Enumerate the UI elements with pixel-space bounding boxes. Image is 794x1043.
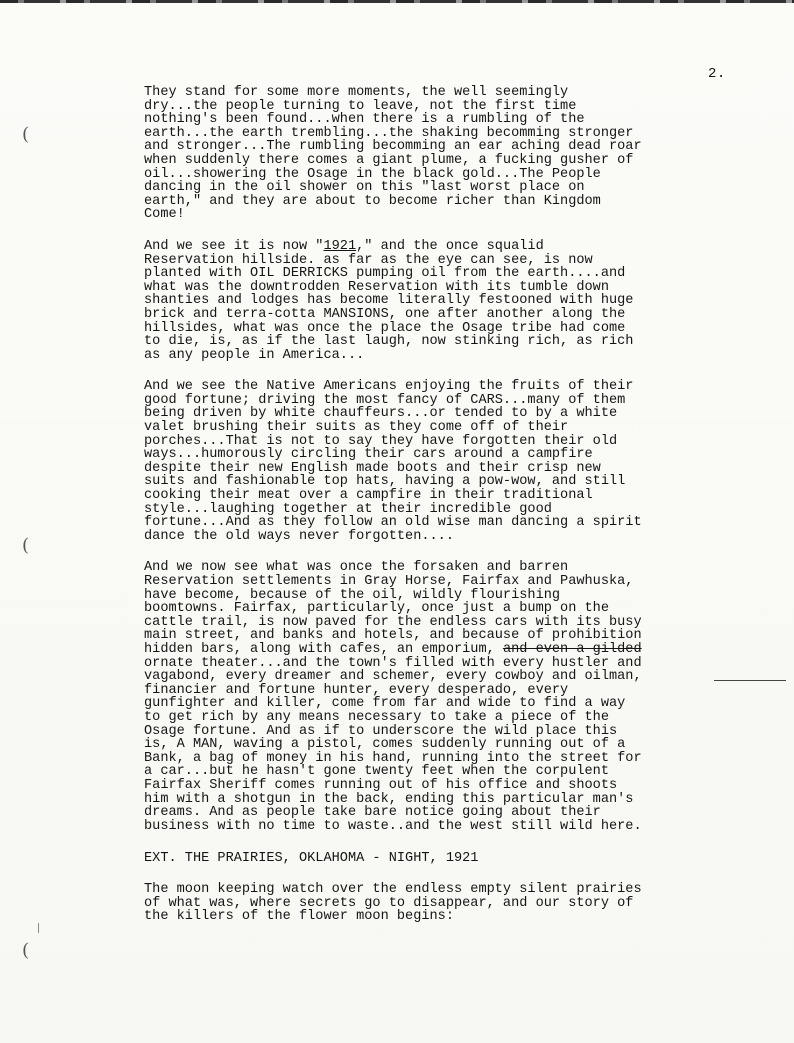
action-paragraph-3 (144, 380, 734, 543)
text-line: dreams. And as people take bare notice going about their (144, 805, 601, 821)
text-line: a car...but he hasn't gone twenty feet when the corpulent (144, 764, 609, 780)
scan-top-edge (0, 0, 794, 3)
text-line: despite their new English made boots and their crisp new (144, 460, 601, 476)
text-line: valet brushing their suits as they come off of their (144, 420, 569, 436)
action-paragraph-2 (144, 240, 734, 362)
text-line: And we see the Native Americans enjoying the fruits of their (144, 379, 634, 395)
text-line: when suddenly there comes a giant plume, a fucking gusher of (144, 152, 634, 168)
text-line: fortune...And as they follow an old wise man dancing a spirit (144, 515, 642, 531)
text-line: ways...humorously circling their cars around a campfire (144, 447, 593, 463)
text-fragment: And we see it is now " (144, 238, 324, 254)
binder-hole-mark: ( (22, 535, 30, 556)
action-paragraph-1 (144, 86, 734, 222)
text-line: being driven by white chauffeurs...or tended to by a white (144, 406, 618, 422)
text-line: hillsides, what was once the place the Osage tribe had come (144, 320, 626, 336)
text-line: gunfighter and killer, come from far and wide to find a way (144, 696, 626, 712)
text-line: shanties and lodges has become literally festooned with huge (144, 293, 634, 309)
text-line: main street, and banks and hotels, and because of prohibition (144, 628, 642, 644)
text-line: boomtowns. Fairfax, particularly, once just a bump on the (144, 601, 609, 617)
text-line: They stand for some more moments, the well seemingly (144, 85, 569, 100)
text-line: brick and terra-cotta MANSIONS, one after another along the (144, 306, 626, 322)
text-line: Reservation hillside. as far as the eye can see, is now (144, 252, 593, 268)
text-line: have become, because of the oil, wildly flourishing (144, 587, 561, 603)
action-paragraph-4 (144, 561, 734, 833)
text-line: earth," and they are about to become richer than Kingdom (144, 193, 601, 209)
binder-hole-mark: ( (22, 940, 30, 961)
text-line: to get rich by any means necessary to take a piece of the (144, 709, 609, 725)
text-line: ornate theater...and the town's filled with every hustler and (144, 655, 642, 671)
text-line: Reservation settlements in Gray Horse, Fairfax and Pawhuska, (144, 574, 634, 589)
text-line: Fairfax Sheriff comes running out of his office and shoots (144, 777, 618, 793)
text-line: business with no time to waste..and the west still wild here. (144, 818, 642, 834)
text-line: cattle trail, is now paved for the endless cars with its busy (144, 614, 642, 630)
binder-hole-mark: ( (22, 124, 30, 145)
text-line: the killers of the flower moon begins: (144, 909, 454, 925)
page-number: 2. (708, 66, 726, 82)
scan-speck (38, 923, 39, 933)
scene-heading: EXT. THE PRAIRIES, OKLAHOMA - NIGHT, 1921 (144, 851, 479, 867)
text-line: Osage fortune. And as if to underscore the wild place this (144, 723, 618, 739)
struck-through-text: and even a gilded (502, 641, 642, 657)
underlined-year: 1921 (323, 238, 357, 254)
text-line: what was the downtrodden Reservation with its tumble down (144, 279, 609, 295)
text-line: oil...showering the Osage in the black gold...The People (144, 166, 601, 182)
text-line: porches...That is not to say they have forgotten their old (144, 433, 618, 449)
action-paragraph-final (144, 883, 734, 924)
text-line: and stronger...The rumbling becomming an ear aching dead roar (144, 139, 642, 155)
script-body (144, 86, 734, 942)
text-line: The moon keeping watch over the endless empty silent prairies (144, 882, 642, 898)
text-line: style...laughing together at their incredible good (144, 501, 552, 517)
text-line: dry...the people turning to leave, not the first time (144, 98, 577, 114)
text-fragment: ," and the once squalid (356, 238, 544, 254)
text-line: cooking their meat over a campfire in their traditional (144, 488, 593, 504)
text-line: dance the old ways never forgotten.... (144, 528, 454, 544)
text-line: financier and fortune hunter, every desperado, every (144, 682, 569, 698)
text-fragment: hidden bars, along with cafes, an emporium, (144, 641, 503, 657)
text-line: of what was, where secrets go to disappear, and our story of (144, 895, 634, 911)
text-line: earth...the earth trembling...the shaking becomming stronger (144, 125, 634, 141)
text-line: is, A MAN, waving a pistol, comes suddenly running out of a (144, 737, 626, 753)
text-line: And we now see what was once the forsaken and barren (144, 560, 569, 576)
text-line: suits and fashionable top hats, having a pow-wow, and still (144, 474, 626, 490)
text-line (144, 240, 734, 254)
text-line: good fortune; driving the most fancy of CARS...many of them (144, 392, 626, 408)
text-line: to die, is, as if the last laugh, now stinking rich, as rich (144, 334, 634, 350)
text-line: vagabond, every dreamer and schemer, every cowboy and oilman, (144, 669, 642, 685)
text-line: dancing in the oil shower on this "last worst place on (144, 180, 585, 196)
text-line (144, 643, 734, 657)
text-line: Bank, a bag of money in his hand, running into the street for (144, 750, 642, 766)
text-line: Come! (144, 207, 185, 223)
text-line: as any people in America... (144, 347, 365, 363)
text-line: nothing's been found...when there is a rumbling of the (144, 112, 585, 128)
text-line: him with a shotgun in the back, ending this particular man's (144, 791, 634, 807)
text-line: planted with OIL DERRICKS pumping oil from the earth....and (144, 266, 626, 282)
